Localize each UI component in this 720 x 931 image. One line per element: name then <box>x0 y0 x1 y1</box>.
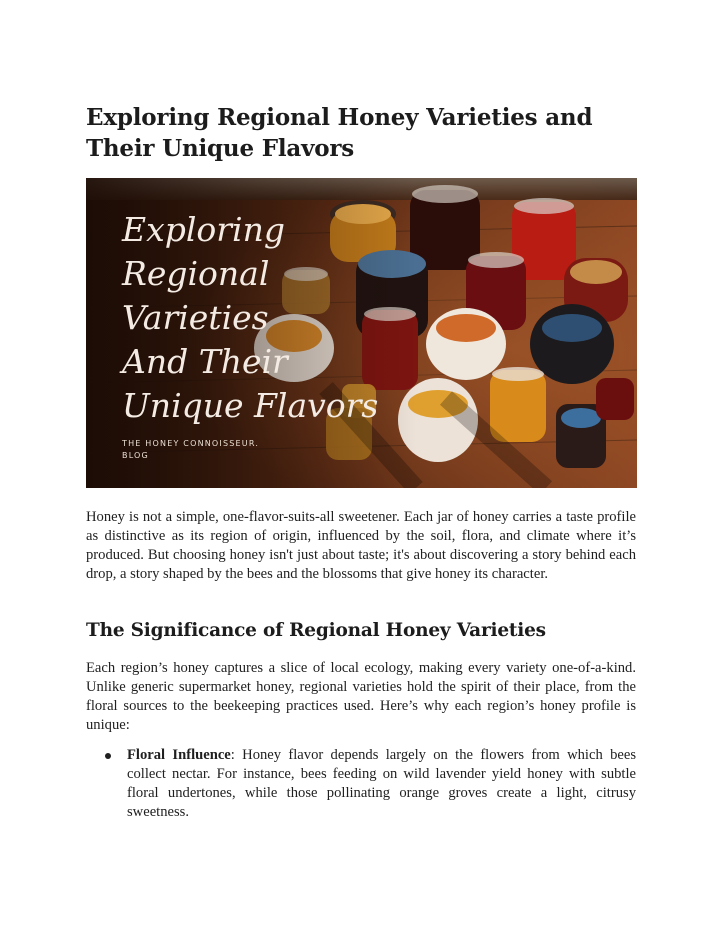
bullet-text: : Honey flavor depends largely on the flowers from which bees collect nectar. For instance, bees feeding on wild lavender yield honey with subtle floral undertones, while those pollinating orange groves create a light, citrusy sweetness. <box>127 747 636 820</box>
hero-title-line: Regional <box>122 254 270 293</box>
brand-line: THE HONEY CONNOISSEUR. <box>122 439 260 448</box>
bullet-term: Floral Influence <box>127 747 231 763</box>
brand-line: BLOG <box>122 451 149 460</box>
bullet-list <box>86 746 636 822</box>
hero-title-line: Varieties <box>122 298 269 337</box>
document-title: Exploring Regional Honey Varieties and Their Unique Flavors <box>86 104 593 162</box>
hero-brand-caption <box>122 438 322 462</box>
hero-title-overlay <box>122 208 382 428</box>
list-item <box>86 746 636 822</box>
hero-title-line: Unique Flavors <box>122 386 379 425</box>
hero-title-line: Exploring <box>122 210 285 249</box>
hero-image <box>86 178 637 488</box>
intro-paragraph: Honey is not a simple, one-flavor-suits-all sweetener. Each jar of honey carries a taste profile as distinctive as its region of origin, influenced by the soil, flora, and climate where it’s produced. But choosing honey isn't just about taste; it's about discovering a story behind each drop, a story shaped by the bees and the blossoms that give honey its character. <box>86 509 636 582</box>
hero-title-line: And Their <box>122 342 288 381</box>
bullet-icon <box>105 753 111 759</box>
section-paragraph: Each region’s honey captures a slice of local ecology, making every variety one-of-a-kind. Unlike generic supermarket honey, regional varieties hold the spirit of their place, from the floral sources to the beekeeping practices used. Here’s why each region’s honey profile is unique: <box>86 660 636 733</box>
section-heading: The Significance of Regional Honey Varieties <box>86 620 546 641</box>
